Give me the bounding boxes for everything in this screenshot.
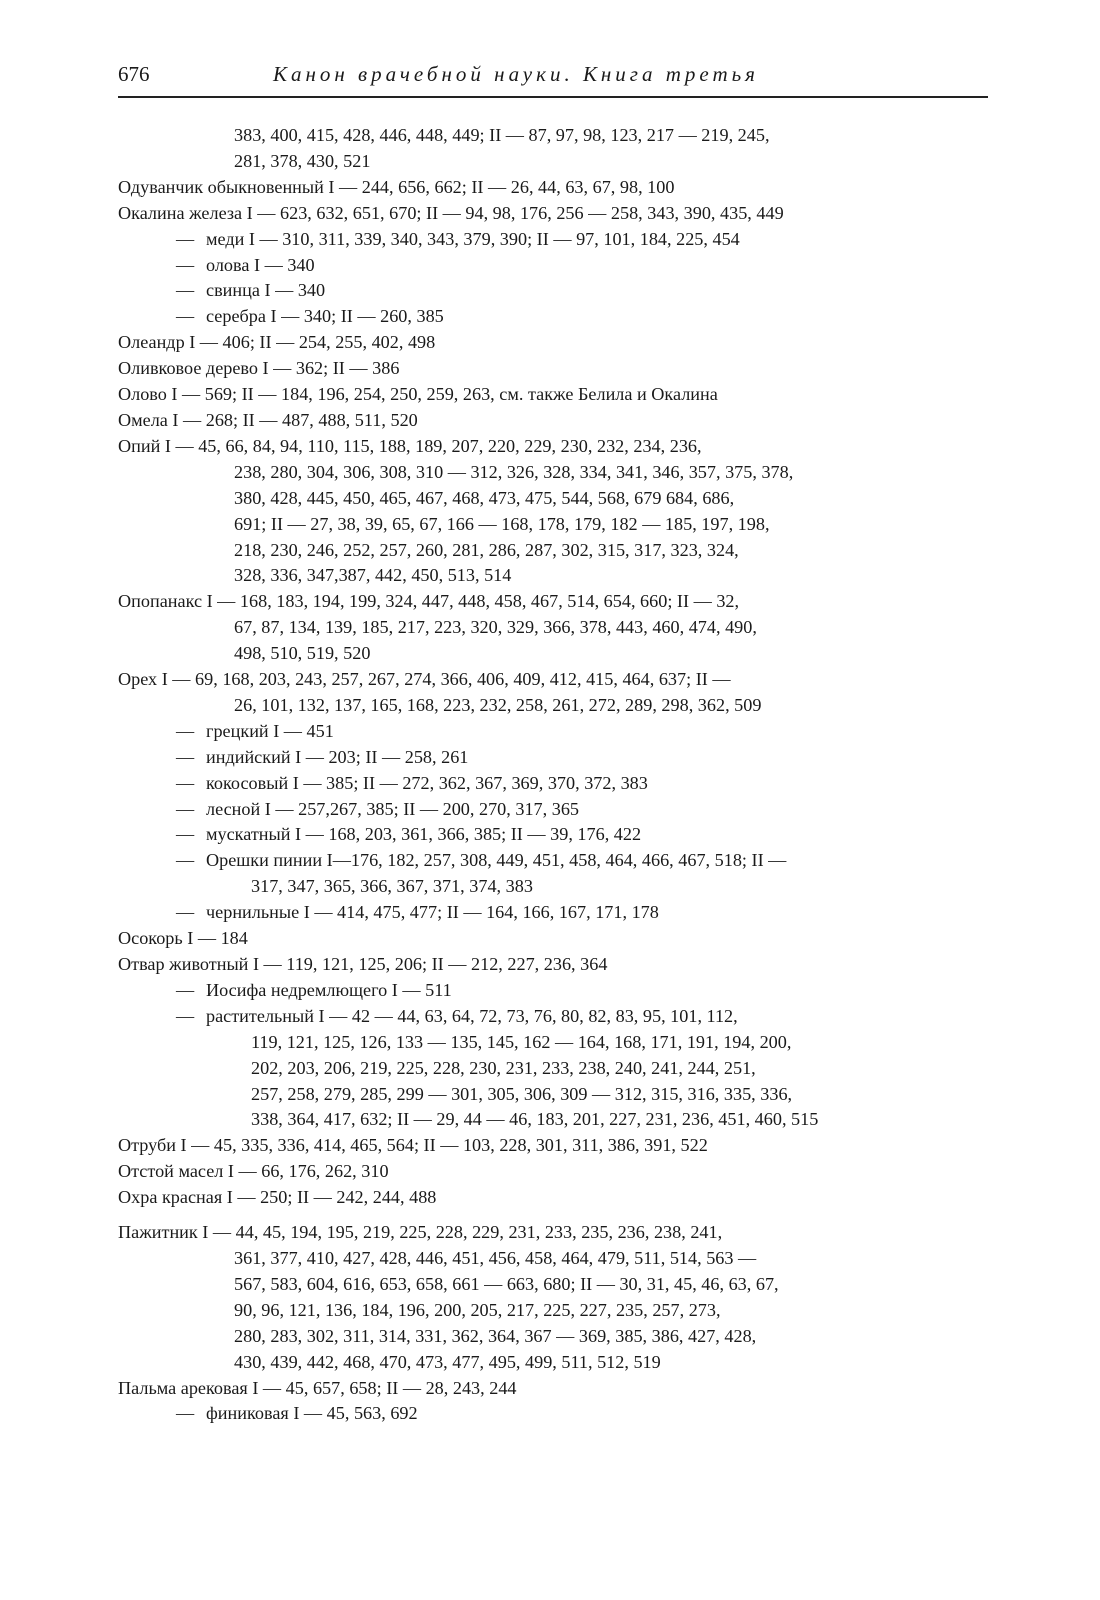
- subentry-dash: —: [176, 1403, 195, 1424]
- index-entry: [118, 952, 990, 978]
- entry-text: олова I — 340: [206, 254, 315, 275]
- index-entry: [118, 330, 990, 356]
- entry-text: чернильные I — 414, 475, 477; II — 164, 166, 167, 171, 178: [206, 902, 659, 923]
- entry-line: Пажитник I — 44, 45, 194, 195, 219, 225, 228, 229, 231, 233, 235, 236, 238, 241,: [118, 1222, 723, 1243]
- entry-text: Иосифа недремлющего I — 511: [206, 979, 452, 1000]
- entry-continuation-line: 238, 280, 304, 306, 308, 310 — 312, 326, 328, 334, 341, 346, 357, 375, 378,: [234, 461, 794, 482]
- subentry-dash: —: [176, 720, 195, 741]
- entry-continuation-line: 380, 428, 445, 450, 465, 467, 468, 473, 475, 544, 568, 679 684, 686,: [234, 487, 735, 508]
- subentry-dash: —: [176, 228, 195, 249]
- entry-text: Орешки пинии I—176, 182, 257, 308, 449, 451, 458, 464, 466, 467, 518; II —: [206, 850, 787, 871]
- entry-continuation-line: 257, 258, 279, 285, 299 — 301, 305, 306, 309 — 312, 315, 316, 335, 336,: [251, 1083, 793, 1104]
- index-subentry: [118, 304, 990, 330]
- entry-line: Окалина железа I — 623, 632, 651, 670; II — 94, 98, 176, 256 — 258, 343, 390, 435, 449: [118, 202, 784, 223]
- entry-continuation-line: 383, 400, 415, 428, 446, 448, 449; II — 87, 97, 98, 123, 217 — 219, 245,: [234, 125, 770, 145]
- entry-continuation-line: 202, 203, 206, 219, 225, 228, 230, 231, 233, 238, 240, 241, 244, 251,: [251, 1057, 756, 1078]
- index-entry: [118, 408, 990, 434]
- entry-continuation-line: 430, 439, 442, 468, 470, 473, 477, 495, 499, 511, 512, 519: [234, 1351, 661, 1372]
- entry-line: [118, 900, 990, 926]
- entry-line: [118, 1401, 990, 1427]
- entry-text: индийский I — 203; II — 258, 261: [206, 746, 469, 767]
- entry-text: меди I — 310, 311, 339, 340, 343, 379, 390; II — 97, 101, 184, 225, 454: [206, 228, 740, 249]
- entry-continuation-line: 67, 87, 134, 139, 185, 217, 223, 320, 329, 366, 378, 443, 460, 474, 490,: [234, 617, 757, 638]
- entry-line: [118, 797, 990, 823]
- entry-continuation-line: 281, 378, 430, 521: [234, 150, 371, 171]
- entry-text: финиковая I — 45, 563, 692: [206, 1403, 418, 1424]
- entry-text: растительный I — 42 — 44, 63, 64, 72, 73, 76, 80, 82, 83, 95, 101, 112,: [206, 1005, 738, 1026]
- entry-line: [118, 822, 990, 848]
- index-entry: [118, 1133, 990, 1159]
- entry-line: Охра красная I — 250; II — 242, 244, 488: [118, 1187, 437, 1208]
- entry-line: [118, 304, 990, 330]
- entry-continuation-line: 26, 101, 132, 137, 165, 168, 223, 232, 258, 261, 272, 289, 298, 362, 509: [234, 694, 762, 715]
- subentry-dash: —: [176, 746, 195, 767]
- index-subentry: [118, 771, 990, 797]
- entry-continuation-line: 361, 377, 410, 427, 428, 446, 451, 456, 458, 464, 479, 511, 514, 563 —: [234, 1247, 757, 1268]
- subentry-dash: —: [176, 824, 195, 845]
- index-subentry: [118, 1004, 990, 1134]
- entry-line: [118, 253, 990, 279]
- entry-line: Отстой масел I — 66, 176, 262, 310: [118, 1161, 389, 1182]
- subentry-dash: —: [176, 798, 195, 819]
- subentry-dash: —: [176, 979, 195, 1000]
- index-entry: [118, 123, 990, 175]
- entry-line: [118, 1004, 990, 1030]
- index-list: [118, 123, 990, 1427]
- index-entry: [118, 356, 990, 382]
- entry-continuation-line: 328, 336, 347,387, 442, 450, 513, 514: [234, 565, 512, 586]
- entry-line: Орех I — 69, 168, 203, 243, 257, 267, 274, 366, 406, 409, 412, 415, 464, 637; II —: [118, 669, 731, 690]
- subentry-dash: —: [176, 772, 195, 793]
- entry-line: Опий I — 45, 66, 84, 94, 110, 115, 188, 189, 207, 220, 229, 230, 232, 234, 236,: [118, 435, 702, 456]
- entry-line: Олеандр I — 406; II — 254, 255, 402, 498: [118, 332, 436, 353]
- index-entry: [118, 667, 990, 719]
- index-subentry: [118, 848, 990, 900]
- entry-continuation-line: 317, 347, 365, 366, 367, 371, 374, 383: [251, 876, 533, 897]
- entry-text: лесной I — 257,267, 385; II — 200, 270, 317, 365: [206, 798, 580, 819]
- index-subentry: [118, 978, 990, 1004]
- entry-text: серебра I — 340; II — 260, 385: [206, 306, 444, 327]
- index-subentry: [118, 1401, 990, 1427]
- entry-continuation-line: 119, 121, 125, 126, 133 — 135, 145, 162 — 164, 168, 171, 191, 194, 200,: [251, 1031, 792, 1052]
- entry-continuation-line: 280, 283, 302, 311, 314, 331, 362, 364, 367 — 369, 385, 386, 427, 428,: [234, 1325, 757, 1346]
- index-subentry: [118, 900, 990, 926]
- entry-line: [118, 848, 990, 874]
- entry-continuation-line: 567, 583, 604, 616, 653, 658, 661 — 663, 680; II — 30, 31, 45, 46, 63, 67,: [234, 1273, 779, 1294]
- index-entry: [118, 434, 990, 589]
- index-subentry: [118, 253, 990, 279]
- index-entry: [118, 1159, 990, 1185]
- index-entry: [118, 1376, 990, 1402]
- entry-line: [118, 278, 990, 304]
- entry-line: Опопанакс I — 168, 183, 194, 199, 324, 447, 448, 458, 467, 514, 654, 660; II — 32,: [118, 591, 740, 612]
- entry-text: грецкий I — 451: [206, 720, 334, 741]
- index-entry: [118, 175, 990, 201]
- index-entry: [118, 382, 990, 408]
- entry-line: [118, 227, 990, 253]
- entry-line: Осокорь I — 184: [118, 928, 248, 949]
- index-entry: [118, 589, 990, 667]
- entry-continuation-line: 498, 510, 519, 520: [234, 643, 371, 664]
- index-subentry: [118, 822, 990, 848]
- subentry-dash: —: [176, 254, 195, 275]
- subentry-dash: —: [176, 1005, 195, 1026]
- index-subentry: [118, 797, 990, 823]
- index-subentry: [118, 719, 990, 745]
- page-header: [118, 62, 988, 98]
- entry-line: [118, 978, 990, 1004]
- entry-line: Отвар животный I — 119, 121, 125, 206; II — 212, 227, 236, 364: [118, 954, 608, 974]
- entry-line: Пальма арековая I — 45, 657, 658; II — 28, 243, 244: [118, 1377, 517, 1398]
- entry-line: [118, 771, 990, 797]
- index-subentry: [118, 745, 990, 771]
- running-title: Канон врачебной науки. Книга третья: [273, 62, 759, 86]
- entry-line: Омела I — 268; II — 487, 488, 511, 520: [118, 409, 418, 430]
- entry-line: Отруби I — 45, 335, 336, 414, 465, 564; II — 103, 228, 301, 311, 386, 391, 522: [118, 1135, 708, 1156]
- entry-line: [118, 719, 990, 745]
- entry-line: Одуванчик обыкновенный I — 244, 656, 662; II — 26, 44, 63, 67, 98, 100: [118, 176, 675, 197]
- entry-continuation-line: 691; II — 27, 38, 39, 65, 67, 166 — 168, 178, 179, 182 — 185, 197, 198,: [234, 513, 770, 534]
- entry-text: свинца I — 340: [206, 280, 326, 301]
- subentry-dash: —: [176, 902, 195, 923]
- subentry-dash: —: [176, 306, 195, 327]
- entry-line: Олово I — 569; II — 184, 196, 254, 250, 259, 263, см. также Белила и Окалина: [118, 384, 718, 405]
- index-subentry: [118, 278, 990, 304]
- index-entry: [118, 201, 990, 227]
- index-subentry: [118, 227, 990, 253]
- entry-text: кокосовый I — 385; II — 272, 362, 367, 369, 370, 372, 383: [206, 772, 648, 793]
- subentry-dash: —: [176, 850, 195, 871]
- entry-continuation-line: 90, 96, 121, 136, 184, 196, 200, 205, 217, 225, 227, 235, 257, 273,: [234, 1299, 721, 1320]
- entry-continuation-line: 218, 230, 246, 252, 257, 260, 281, 286, 287, 302, 315, 317, 323, 324,: [234, 539, 739, 560]
- index-entry: [118, 926, 990, 952]
- entry-line: Оливковое дерево I — 362; II — 386: [118, 358, 400, 379]
- subentry-dash: —: [176, 280, 195, 301]
- entry-line: [118, 745, 990, 771]
- entry-text: мускатный I — 168, 203, 361, 366, 385; II — 39, 176, 422: [206, 824, 642, 845]
- entry-continuation-line: 338, 364, 417, 632; II — 29, 44 — 46, 183, 201, 227, 231, 236, 451, 460, 515: [251, 1109, 819, 1130]
- index-entry: [118, 1220, 990, 1375]
- page-number: 676: [118, 62, 150, 86]
- index-entry: [118, 1185, 990, 1211]
